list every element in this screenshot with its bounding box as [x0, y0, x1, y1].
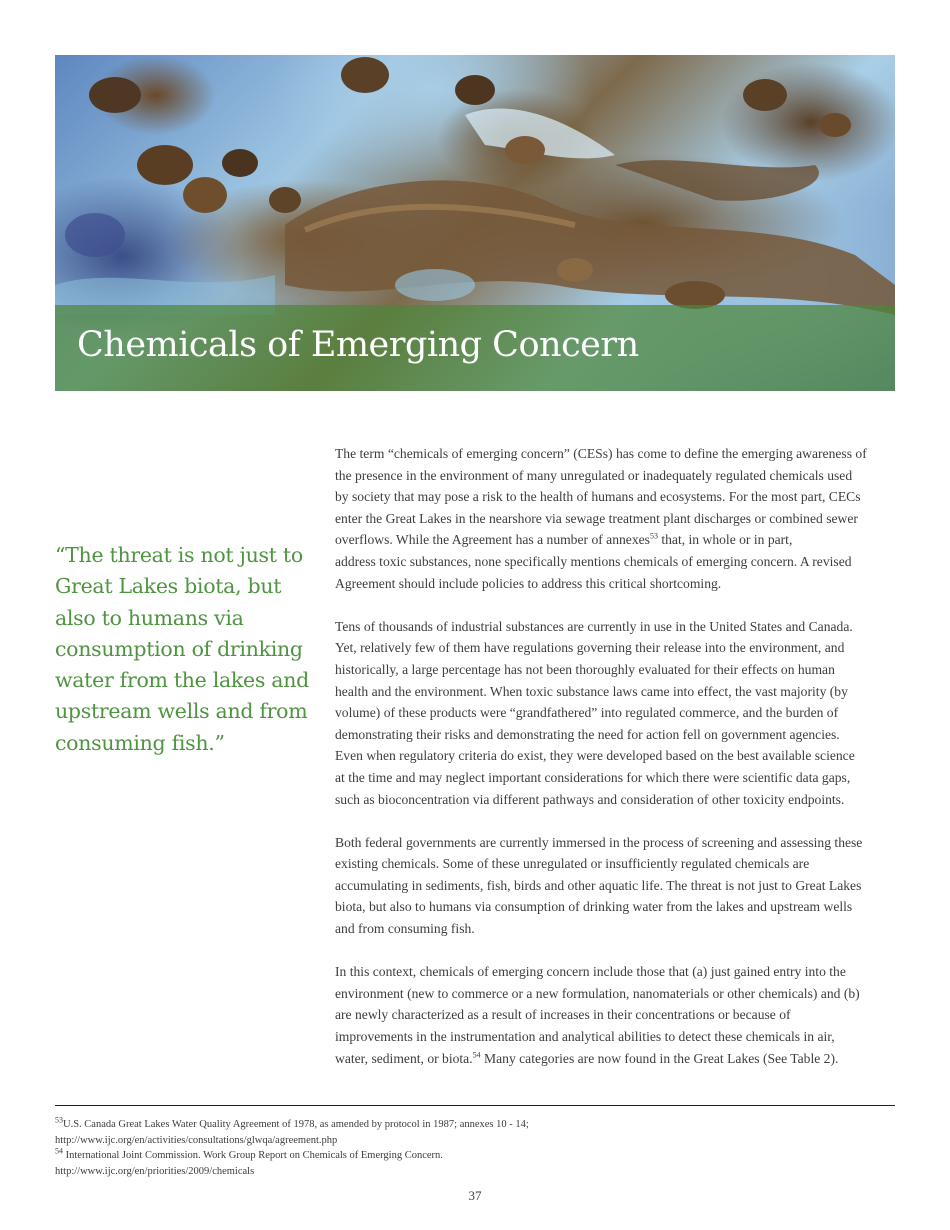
text-line: accumulating in sediments, fish, birds and other aquatic life. The threat is not just to Great Lakes — [335, 877, 862, 893]
text-line: volume) of these products were “grandfathered” into regulated commerce, and the burden of — [335, 705, 839, 721]
footnote-54: $^{54}$ International Joint Commission. Work Group Report on Chemicals of Emerging Concern. — [55, 1146, 443, 1161]
text-line: Even when regulatory criteria do exist, they were developed based on the best available science — [335, 748, 855, 764]
footnote-54-link[interactable]: http://www.ijc.org/en/priorities/2009/chemicals — [55, 1165, 255, 1177]
text-line: biota, but also to humans via consumption of drinking water from the lakes and upstream wells — [335, 899, 853, 915]
text-line: such as bioconcentration via different pathways and consideration of other toxicity endpoints. — [335, 791, 845, 807]
text-line: environment (new to commerce or a new formulation, nanomaterials or other chemicals) and (b) — [335, 985, 860, 1001]
text-line: Both federal governments are currently immersed in the process of screening and assessing these — [335, 834, 863, 850]
footnote-divider — [55, 1105, 895, 1106]
text-line: The term “chemicals of emerging concern” (CESs) has come to define the emerging awareness of — [335, 446, 867, 461]
text-line: by society that may pose a risk to the health of humans and ecosystems. For the most part, CECs — [335, 489, 861, 505]
text-line: In this context, chemicals of emerging concern include those that (a) just gained entry into the — [335, 964, 846, 980]
footnote-53-link[interactable]: http://www.ijc.org/en/activities/consultations/glwqa/agreement.php — [55, 1134, 338, 1146]
text-line: address toxic substances, none specifically mentions chemicals of emerging concern. A revised — [335, 553, 852, 569]
paragraph-3 — [335, 832, 900, 940]
text-line: and from consuming fish. — [335, 921, 475, 937]
text-line: are newly characterized as a result of increases in their concentrations or because of — [335, 1007, 791, 1023]
text-line: at the time and may neglect important considerations for which there were scientific data gaps, — [335, 769, 851, 785]
footnote-53: $^{53}$U.S. Canada Great Lakes Water Quality Agreement of 1978, as amended by protocol in 1987; annexes 10 - 14; — [55, 1115, 529, 1130]
paragraph-2 — [335, 616, 900, 810]
page-number: 37 — [468, 1188, 482, 1203]
body-text — [335, 443, 900, 1091]
text-line: historically, a large percentage has not been thoroughly evaluated for their effects on human — [335, 661, 835, 677]
pull-quote: “The threat is not just to Great Lakes biota, but also to humans via consumption of drinking water from the lakes and upstream wells and from consuming fish.” — [55, 543, 309, 755]
text-line: existing chemicals. Some of these unregulated or insufficiently regulated chemicals are — [335, 856, 810, 872]
footnotes — [55, 1117, 895, 1179]
text-line: Agreement should include policies to address this critical shortcoming. — [335, 575, 722, 591]
text-line: the presence in the environment of many unregulated or inadequately regulated chemicals used — [335, 467, 853, 483]
footnote-ref-54: 54 — [472, 1050, 481, 1060]
header-banner — [55, 55, 895, 391]
paragraph-1 — [335, 443, 900, 594]
text-line: improvements in the instrumentation and analytical abilities to detect these chemicals in air, — [335, 1029, 835, 1045]
page-title: Chemicals of Emerging Concern — [77, 325, 639, 365]
text-line: enter the Great Lakes in the nearshore via sewage treatment plant discharges or combined sewer — [335, 510, 858, 526]
paragraph-4 — [335, 961, 900, 1069]
text-line: demonstrating their risks and demonstrating the need for action fell on government agencies. — [335, 726, 840, 742]
footnote-ref-53: 53 — [649, 531, 658, 541]
text-line: health and the environment. When toxic substance laws came into effect, the vast majority (by — [335, 683, 848, 699]
text-line: Yet, relatively few of them have regulations governing their release into the environment, and — [335, 640, 845, 656]
text-line: Tens of thousands of industrial substances are currently in use in the United States and Canada. — [335, 618, 853, 634]
text-line: overflows. While the Agreement has a number of annexes$^{53}$ that, in whole or in part, — [335, 531, 793, 548]
text-line: water, sediment, or biota.$^{54}$ Many categories are now found in the Great Lakes (See Table 2). — [335, 1050, 839, 1066]
